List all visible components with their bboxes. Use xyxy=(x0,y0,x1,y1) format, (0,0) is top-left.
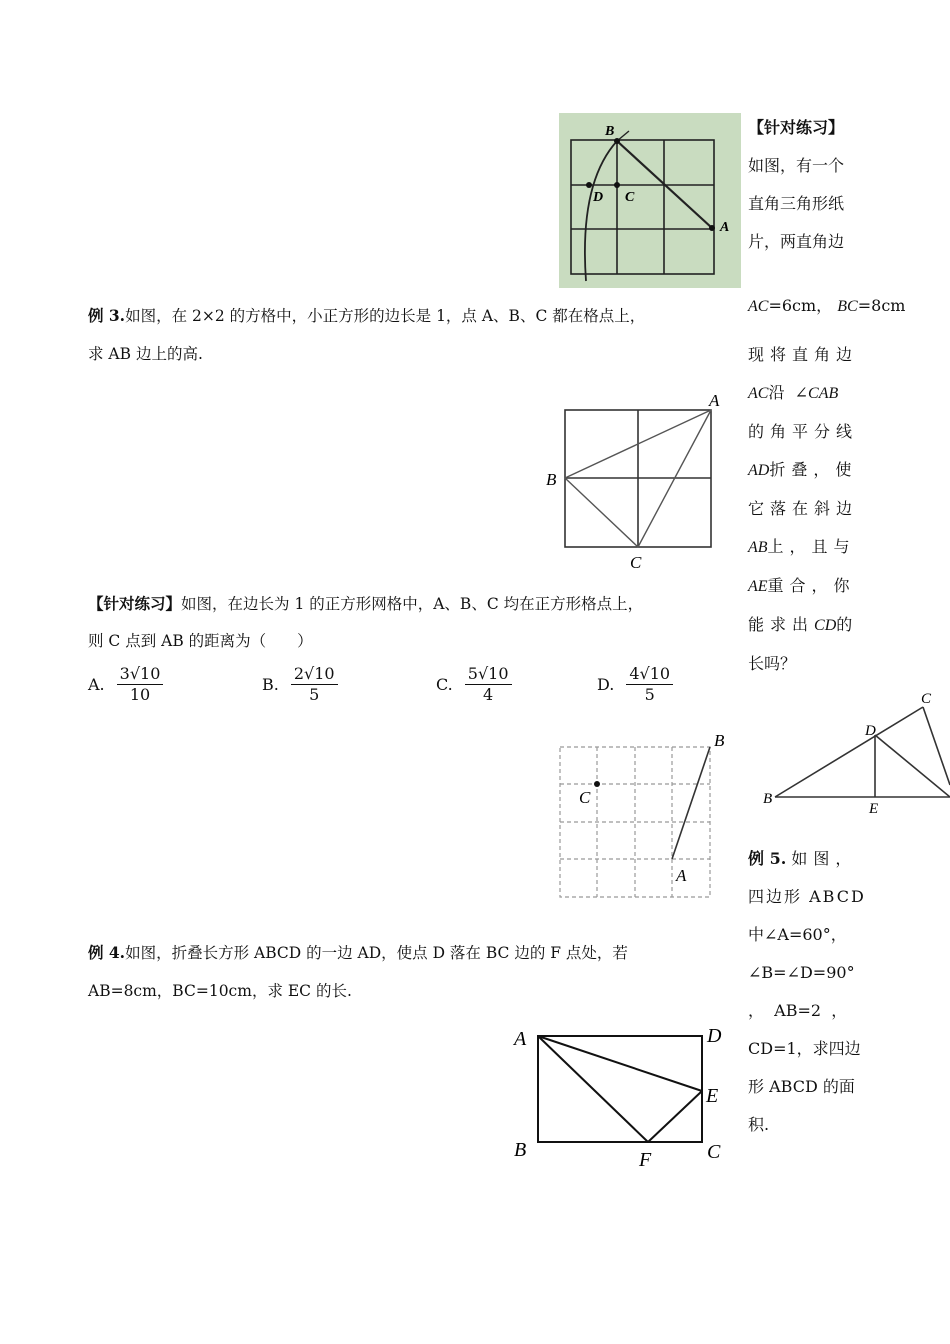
fig2-label-C: C xyxy=(630,553,642,572)
side-line9 xyxy=(748,528,868,567)
option-c-coef: 5 xyxy=(467,664,478,683)
option-b-rad: 10 xyxy=(314,664,335,683)
option-a-label: A. xyxy=(88,675,105,694)
side-line2: 直角三角形纸 xyxy=(748,194,845,213)
option-d-coef: 4 xyxy=(629,664,640,683)
side-line10 xyxy=(748,567,868,606)
side-l9b: 上，且与 xyxy=(767,537,856,556)
example5-line8: 积. xyxy=(748,1115,770,1134)
example3-text1: 如图，在 2×2 的方格中，小正方形的边长是 1，点 A、B、C 都在格点上， xyxy=(125,307,646,325)
side-line5 xyxy=(748,374,868,413)
side-l11a: 能求出 xyxy=(748,615,815,634)
example3-line1 xyxy=(88,305,645,327)
option-b-label: B. xyxy=(262,675,279,694)
fig1-label-C: C xyxy=(625,190,635,205)
figure-triangle-fold xyxy=(755,685,950,820)
fig5-label-B: B xyxy=(763,791,773,807)
option-a-coef: 3 xyxy=(119,664,130,683)
side-line3: 片，两直角边 xyxy=(748,232,845,251)
example4-label: 例 4. xyxy=(88,943,126,962)
side-title: 【针对练习】 xyxy=(748,118,845,137)
option-c-label: C. xyxy=(436,675,453,694)
option-a-rad: 10 xyxy=(140,664,161,683)
practice1-line1 xyxy=(88,593,643,615)
side-l5c: ∠CAB xyxy=(794,385,839,402)
side-l10b: 重合，你 xyxy=(767,576,856,595)
side-line4: 现将直角边 xyxy=(748,345,859,364)
example5-label: 例 5. xyxy=(748,849,787,868)
example5-line4: ∠B=∠D=90° xyxy=(748,963,855,982)
fig4-label-F: F xyxy=(639,1149,652,1171)
option-d[interactable]: D. $\frac{4√10}{5}$ xyxy=(597,664,673,705)
example5-l1: 如图， xyxy=(791,849,858,868)
fig2-label-A: A xyxy=(709,391,720,410)
figure-2x2-triangle xyxy=(540,388,740,573)
side-practice xyxy=(748,109,868,261)
fig2-label-B: B xyxy=(546,470,557,489)
side-line11 xyxy=(748,606,868,645)
fig3-label-B: B xyxy=(714,731,725,750)
example5-line3: 中∠A=60°， xyxy=(748,925,847,944)
fig4-label-B: B xyxy=(514,1139,527,1161)
option-d-rad: 10 xyxy=(649,664,671,683)
practice1-line2: 则 C 点到 AB 的距离为（ ） xyxy=(88,632,313,650)
side-l5a: AC xyxy=(748,385,769,402)
side-practice-cont xyxy=(748,336,868,683)
example3-label: 例 3. xyxy=(88,306,126,325)
option-c-rad: 10 xyxy=(488,664,509,683)
side-ac: AC xyxy=(748,298,769,315)
side-l7a: AD xyxy=(748,462,770,479)
option-a[interactable]: A. $\frac{3√10}{10}$ xyxy=(88,664,163,705)
example3-line2: 求 AB 边上的高. xyxy=(88,345,203,363)
fig4-label-D: D xyxy=(707,1025,722,1047)
fig1-label-A: A xyxy=(720,220,730,235)
side-l10a: AE xyxy=(748,578,768,595)
side-l9a: AB xyxy=(748,539,768,556)
example5-line7: 形 ABCD 的面 xyxy=(748,1077,855,1096)
example5-line5: ， AB=2 ， xyxy=(748,1001,848,1020)
figure-dashed-grid xyxy=(550,725,740,905)
fig4-label-C: C xyxy=(707,1141,721,1163)
side-l5b: 沿 xyxy=(768,383,785,402)
fig3-label-C: C xyxy=(579,788,591,807)
side-line8: 它落在斜边 xyxy=(748,499,859,518)
fig5-label-E: E xyxy=(869,801,879,817)
example5-line2: 四边形 ABCD xyxy=(748,887,866,906)
side-l11b: CD xyxy=(814,617,837,634)
side-line1: 如图，有一个 xyxy=(748,156,845,175)
figure-folded-rectangle xyxy=(505,1018,735,1173)
side-l11c: 的 xyxy=(836,615,853,634)
fig4-label-E: E xyxy=(706,1085,719,1107)
fig1-label-B: B xyxy=(605,124,615,139)
fig1-label-D: D xyxy=(593,190,604,205)
option-b[interactable]: B. $\frac{2√10}{5}$ xyxy=(262,664,338,705)
side-bc-val: =8cm xyxy=(857,296,906,315)
practice1-label: 【针对练习】 xyxy=(88,594,182,613)
option-c-den: 4 xyxy=(483,685,494,704)
option-c[interactable]: C. $\frac{5√10}{4}$ xyxy=(436,664,512,705)
option-b-coef: 2 xyxy=(293,664,305,683)
side-l7b: 折叠，使 xyxy=(769,460,858,479)
fig3-label-A: A xyxy=(676,866,687,885)
side-line12: 长吗？ xyxy=(748,654,797,673)
example5-block xyxy=(748,840,868,1144)
fig5-label-C: C xyxy=(921,691,932,707)
option-a-den: 10 xyxy=(129,685,151,704)
example5-line1 xyxy=(748,840,868,878)
example4-line2: AB=8cm，BC=10cm，求 EC 的长. xyxy=(88,982,352,1000)
fig4-label-A: A xyxy=(514,1028,527,1050)
side-bc: BC xyxy=(837,298,858,315)
side-ac-val: =6cm， xyxy=(768,296,833,315)
side-line7 xyxy=(748,451,868,490)
example5-line6: CD=1，求四边 xyxy=(748,1039,861,1058)
side-line-ac-bc xyxy=(748,295,905,318)
side-line6: 的角平分线 xyxy=(748,422,859,441)
example4-text1: 如图，折叠长方形 ABCD 的一边 AD，使点 D 落在 BC 边的 F 点处，若 xyxy=(125,944,628,962)
figure-grid-arc xyxy=(559,113,741,288)
option-d-den: 5 xyxy=(644,685,655,704)
option-b-den: 5 xyxy=(309,685,320,704)
option-d-label: D. xyxy=(597,675,615,694)
practice1-text1: 如图，在边长为 1 的正方形网格中，A、B、C 均在正方形格点上， xyxy=(181,595,644,613)
example4-line1 xyxy=(88,942,628,964)
fig5-label-D: D xyxy=(865,723,876,739)
